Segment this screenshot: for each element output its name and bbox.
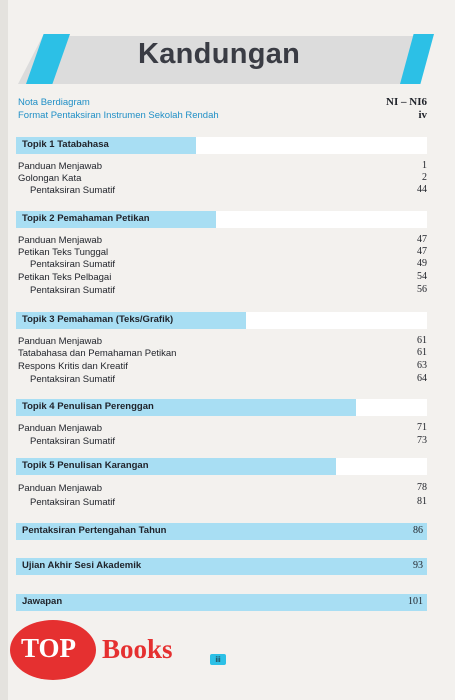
section-header-answers[interactable] [16,594,427,611]
toc-entry-page: 71 [417,422,427,433]
toc-entry[interactable]: Petikan Teks Tunggal [18,247,109,258]
toc-entry[interactable]: Tatabahasa dan Pemahaman Petikan [18,348,177,359]
page-title: Kandungan [138,38,301,70]
toc-entry[interactable]: Pentaksiran Sumatif [30,259,116,270]
toc-entry[interactable]: Respons Kritis dan Kreatif [18,361,128,372]
topic-header-label: Topik 5 Penulisan Karangan [22,460,149,471]
toc-entry[interactable]: Panduan Menjawab [18,423,102,434]
intro-item-format[interactable]: Format Pentaksiran Instrumen Sekolah Rendah [18,110,219,121]
toc-entry[interactable]: Pentaksiran Sumatif [30,497,116,508]
intro-page-nota: NI – NI6 [386,96,427,108]
topbooks-logo [10,620,200,680]
page-edge [0,0,8,700]
topic-header-page: 86 [413,525,423,536]
topic-header-label: Topik 2 Pemahaman Petikan [22,213,150,224]
topic-header-label: Ujian Akhir Sesi Akademik [22,560,142,571]
topic-header-page: 101 [408,596,423,607]
toc-entry-page: 73 [417,435,427,446]
page-number: iii [210,654,226,665]
toc-entry-page: 47 [417,234,427,245]
toc-entry-page: 61 [417,347,427,358]
topic-header-label: Pentaksiran Pertengahan Tahun [22,525,167,536]
toc-entry[interactable]: Pentaksiran Sumatif [30,374,116,385]
topic-header-label: Topik 4 Penulisan Perenggan [22,401,154,412]
toc-entry-page: 56 [417,284,427,295]
topic-header-page: 93 [413,560,423,571]
toc-entry-page: 63 [417,360,427,371]
topic-header-label: Jawapan [22,596,63,607]
toc-entry[interactable]: Panduan Menjawab [18,336,102,347]
toc-entry-page: 78 [417,482,427,493]
toc-entry-page: 2 [422,172,427,183]
toc-entry[interactable]: Panduan Menjawab [18,483,102,494]
logo-top-text: TOP [21,633,77,663]
topic-header-5[interactable] [16,458,427,475]
toc-entry-page: 64 [417,373,427,384]
topic-header-2[interactable] [16,211,427,228]
topic-header-1[interactable] [16,137,427,154]
toc-entry[interactable]: Golongan Kata [18,173,82,184]
topic-header-3[interactable] [16,312,427,329]
section-header-final-exam[interactable] [16,558,427,575]
toc-entry[interactable]: Pentaksiran Sumatif [30,436,116,447]
title-banner [18,32,434,86]
topic-header-fill [16,594,427,611]
toc-entry-page: 54 [417,271,427,282]
topic-header-label: Topik 3 Pemahaman (Teks/Grafik) [22,314,174,325]
topic-header-4[interactable] [16,399,427,416]
toc-entry[interactable]: Panduan Menjawab [18,235,102,246]
intro-item-nota[interactable]: Nota Berdiagram [18,97,90,108]
toc-entry-page: 61 [417,335,427,346]
logo-books-text: Books [102,634,173,664]
topic-header-label: Topik 1 Tatabahasa [22,139,109,150]
section-header-mid-year[interactable] [16,523,427,540]
toc-entry[interactable]: Pentaksiran Sumatif [30,285,116,296]
toc-entry[interactable]: Panduan Menjawab [18,161,102,172]
toc-entry[interactable]: Petikan Teks Pelbagai [18,272,112,283]
intro-page-format: iv [418,109,427,121]
toc-entry-page: 1 [422,160,427,171]
toc-entry-page: 49 [417,258,427,269]
toc-entry-page: 47 [417,246,427,257]
toc-entry-page: 44 [417,184,427,195]
toc-entry[interactable]: Pentaksiran Sumatif [30,185,116,196]
toc-entry-page: 81 [417,496,427,507]
